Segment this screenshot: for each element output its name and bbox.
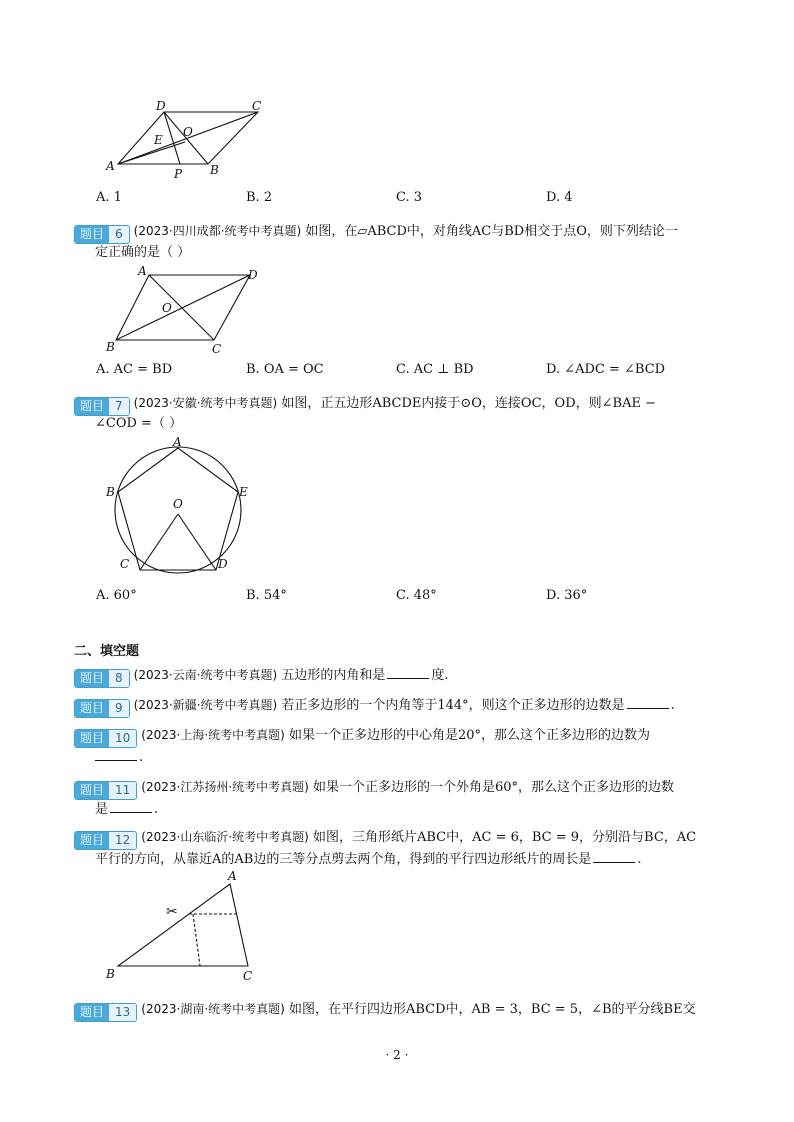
q13-source: (2023·湖南·统考中考真题)	[141, 1002, 285, 1016]
q5-option-d[interactable]: D. 4	[546, 190, 573, 205]
q12-stem-line1	[74, 826, 730, 850]
q8-source: (2023·云南·统考中考真题)	[133, 668, 278, 682]
q12-line2	[95, 850, 641, 870]
q13-text: 如图，在平行四边形ABCD中，AB = 3，BC = 5，∠B的平分线BE交	[288, 1002, 696, 1017]
q10-answer-blank[interactable]	[95, 748, 137, 761]
q8-stem	[74, 664, 730, 688]
q10-text: 如果一个正多边形的中心角是20°，那么这个正多边形的边数为	[288, 728, 651, 743]
label-D: D	[156, 99, 166, 113]
scissors-icon: ✂	[166, 904, 178, 920]
label-B: B	[106, 967, 115, 981]
q6-stem-line1	[74, 220, 730, 244]
q6-option-b[interactable]: B. OA = OC	[246, 362, 324, 377]
q7-options	[96, 588, 736, 606]
q7-text-line2: ∠COD =（ ）	[95, 416, 183, 431]
q11-line2	[95, 800, 158, 820]
label-A: A	[228, 870, 237, 883]
q7-option-b[interactable]: B. 54°	[246, 588, 287, 603]
figure-q12-triangle	[100, 870, 270, 986]
label-E: E	[154, 133, 163, 147]
label-C: C	[252, 99, 262, 113]
label-B: B	[106, 340, 115, 354]
label-B: B	[106, 485, 115, 499]
q13-stem	[74, 998, 730, 1022]
q10-source: (2023·上海·统考中考真题)	[141, 728, 285, 742]
q5-option-b[interactable]: B. 2	[246, 190, 273, 205]
q6-source: (2023·四川成都·统考中考真题)	[133, 224, 302, 238]
q7-option-d[interactable]: D. 36°	[546, 588, 588, 603]
q6-text-line2: 定正确的是（ ）	[95, 245, 191, 260]
label-C: C	[212, 342, 222, 355]
label-E: E	[239, 485, 248, 499]
q12-text-line2: 平行的方向，从靠近A的AB边的三等分点剪去两个角，得到的平行四边形纸片的周长是	[95, 852, 592, 867]
q12-badge: 题目 12	[74, 831, 137, 850]
q11-stem	[74, 776, 730, 800]
q5-option-a[interactable]: A. 1	[96, 190, 122, 205]
q9-badge: 题目 9	[74, 699, 130, 718]
q7-text-line1: 如图，正五边形ABCDE内接于⊙O，连接OC，OD，则∠BAE −	[281, 396, 656, 411]
figure-q5-parallelogram	[100, 96, 270, 184]
q10-stem	[74, 724, 730, 748]
q9-source: (2023·新疆·统考中考真题)	[133, 698, 278, 712]
q12-source: (2023·山东临沂·统考中考真题)	[141, 830, 309, 844]
label-D: D	[218, 557, 228, 571]
q9-tail: .	[670, 698, 675, 713]
q10-tail: .	[139, 750, 144, 765]
q5-option-c[interactable]: C. 3	[396, 190, 423, 205]
q6-badge: 题目 6	[74, 225, 130, 244]
q6-options	[96, 362, 736, 380]
q11-text: 如果一个正多边形的一个外角是60°，那么这个正多边形的边数	[312, 780, 675, 795]
q8-answer-blank[interactable]	[387, 666, 429, 679]
q8-tail: 度.	[431, 668, 449, 683]
q9-stem	[74, 694, 730, 718]
q6-option-d[interactable]: D. ∠ADC = ∠BCD	[546, 362, 666, 377]
label-A: A	[138, 265, 147, 278]
label-P: P	[174, 167, 183, 181]
figure-q7-pentagon-circle	[100, 436, 260, 582]
q11-tail: .	[154, 802, 159, 817]
label-O: O	[173, 497, 183, 511]
q6-option-a[interactable]: A. AC = BD	[96, 362, 173, 377]
q10-badge: 题目 10	[74, 729, 137, 748]
q11-answer-blank[interactable]	[110, 800, 152, 813]
q11-badge: 题目 11	[74, 781, 137, 800]
label-C: C	[243, 969, 253, 983]
figure-q6-parallelogram	[104, 265, 264, 355]
label-A: A	[106, 159, 115, 173]
label-A: A	[173, 436, 182, 449]
section-title-fill-in: 二、填空题	[74, 644, 140, 659]
label-C: C	[120, 557, 130, 571]
label-B: B	[210, 163, 219, 177]
q12-tail: .	[637, 852, 642, 867]
q11-source: (2023·江苏扬州·统考中考真题)	[141, 780, 309, 794]
q7-option-a[interactable]: A. 60°	[96, 588, 137, 603]
q7-badge: 题目 7	[74, 397, 130, 416]
label-D: D	[248, 268, 258, 282]
q5-options	[96, 190, 736, 208]
q12-answer-blank[interactable]	[593, 850, 635, 863]
q7-stem-line1	[74, 392, 730, 416]
q9-text: 若正多边形的一个内角等于144°，则这个正多边形的边数是	[281, 698, 625, 713]
page-number: · 2 ·	[385, 1048, 409, 1062]
q10-line2	[95, 748, 143, 768]
q11-cont: 是	[95, 802, 109, 817]
label-O: O	[162, 301, 172, 315]
q9-answer-blank[interactable]	[627, 696, 669, 709]
q6-option-c[interactable]: C. AC ⊥ BD	[396, 362, 474, 377]
q6-text-line1: 如图，在▱ABCD中，对角线AC与BD相交于点O，则下列结论一	[305, 224, 678, 239]
q8-text: 五边形的内角和是	[281, 668, 386, 683]
q7-option-c[interactable]: C. 48°	[396, 588, 437, 603]
q13-badge: 题目 13	[74, 1003, 137, 1022]
q12-text-line1: 如图，三角形纸片ABC中，AC = 6，BC = 9，分别沿与BC，AC	[312, 830, 697, 845]
label-O: O	[183, 125, 193, 139]
q8-badge: 题目 8	[74, 669, 130, 688]
q7-source: (2023·安徽·统考中考真题)	[133, 396, 278, 410]
